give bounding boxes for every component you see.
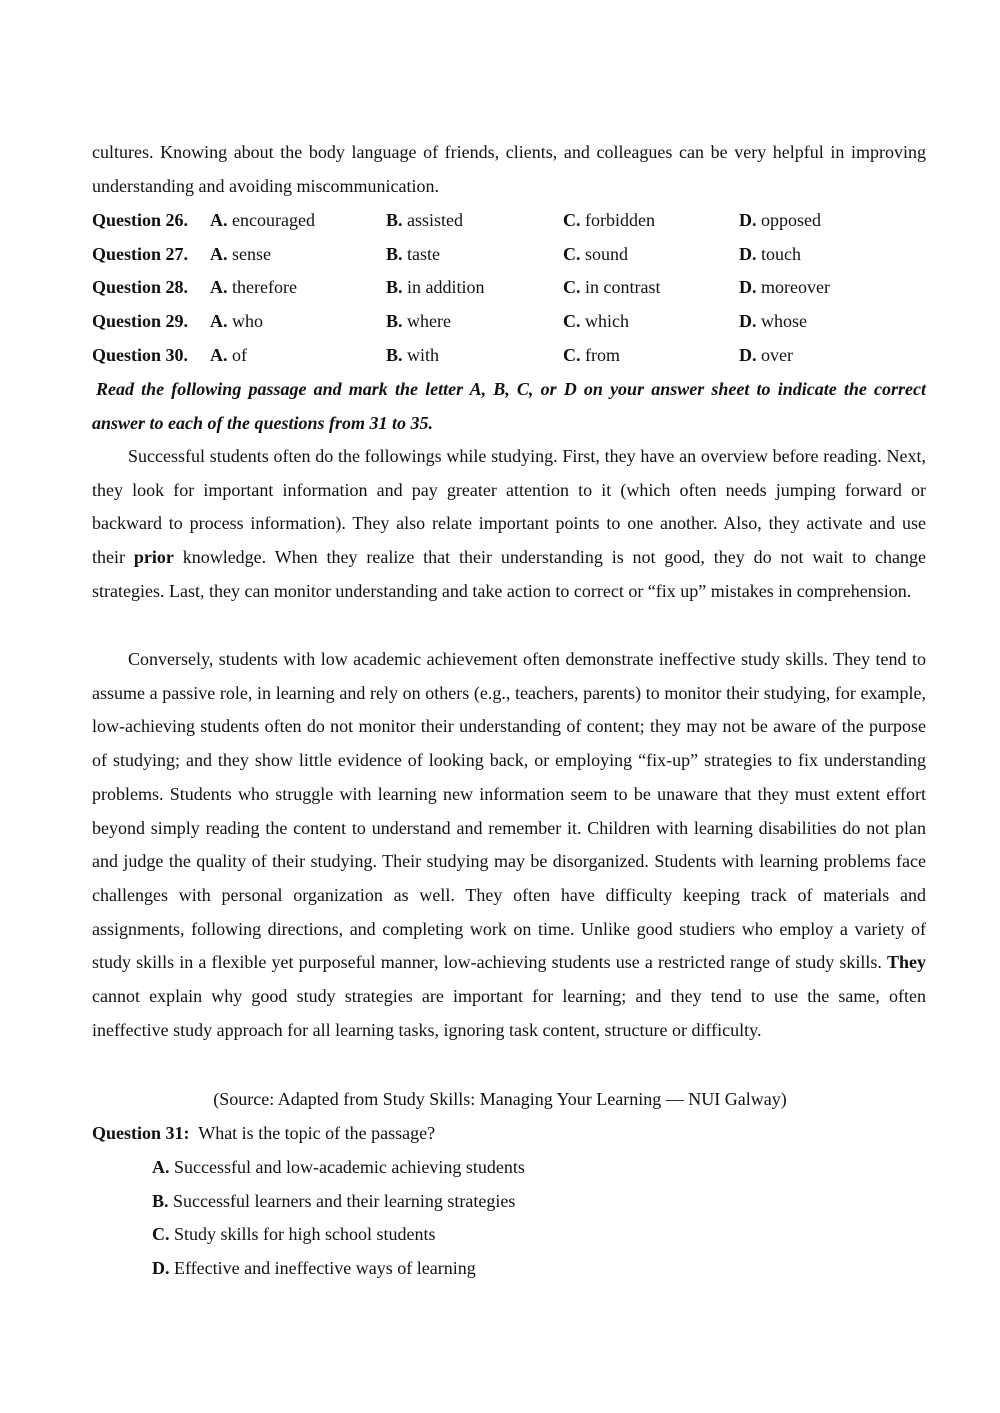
question-28-label: Question 28. (92, 277, 189, 297)
question-30-option-d[interactable]: D. over (739, 345, 793, 365)
question-27-option-b[interactable]: B. taste (386, 244, 441, 264)
question-30-row (92, 338, 926, 372)
question-26-option-d[interactable]: D. opposed (739, 210, 821, 230)
question-29-label: Question 29. (92, 311, 189, 331)
question-28-option-c[interactable]: C. in contrast (563, 277, 661, 297)
question-30-label: Question 30. (92, 345, 189, 365)
question-26-row (92, 203, 926, 237)
question-26-option-c[interactable]: C. forbidden (563, 210, 655, 230)
question-31-label: Question 31: (92, 1123, 190, 1143)
question-29-row (92, 304, 926, 338)
intro-paragraph (92, 136, 926, 203)
question-29-option-a[interactable]: A. who (210, 311, 263, 331)
question-29-option-b[interactable]: B. where (386, 311, 451, 331)
question-28-option-d[interactable]: D. moreover (739, 277, 830, 297)
question-27-row (92, 237, 926, 271)
passage-p1-bold-word: prior (133, 547, 174, 568)
passage-p1-start: Successful students often do the followings while studying. First, they have an overview before reading. Next, they look for important information and pay greater attention to it (which often needs jumping forward or backward to process information). They also relate important points to one another. Also, they activate and use their (92, 446, 926, 568)
question-31-answer-b[interactable]: B. Successful learners and their learning strategies (152, 1191, 516, 1211)
question-28-row (92, 270, 926, 304)
intro-text: cultures. Knowing about the body language of friends, clients, and colleagues can be very helpful in improving understanding and avoiding miscommunication. (92, 142, 926, 196)
passage-p1-end: knowledge. When they realize that their understanding is not good, they do not wait to change strategies. Last, they can monitor understanding and take action to correct or “fix up” mistakes in comprehension. (92, 547, 926, 601)
question-31-answer-c[interactable]: C. Study skills for high school students (152, 1224, 436, 1244)
question-30-option-a[interactable]: A. of (210, 345, 247, 365)
passage-p2-bold-word: They (886, 952, 926, 973)
passage-paragraph-1 (92, 440, 926, 609)
question-30-option-b[interactable]: B. with (386, 345, 440, 365)
question-27-option-d[interactable]: D. touch (739, 244, 801, 264)
question-30-option-c[interactable]: C. from (563, 345, 620, 365)
passage-p2-start: Conversely, students with low academic achievement often demonstrate ineffective study skills. They tend to assume a passive role, in learning and rely on others (e.g., teachers, parents) to monitor their studying, for example, low-achieving students often do not monitor their understanding of content; they may not be aware of the purpose of studying; and they show little evidence of looking back, or employing “fix-up” strategies to fix understanding problems. Students who struggle with learning new information seem to be unaware that they must extent effort beyond simply reading the content to understand and remember it. Children with learning disabilities do not plan and judge the quality of their studying. Their studying may be disorganized. Students with learning problems face challenges with personal organization as well. They often have difficulty keeping track of materials and assignments, following directions, and completing work on time. Unlike good studiers who employ a variety of study skills in a flexible yet purposeful manner, low-achieving students use a restricted range of study skills. (92, 649, 926, 973)
question-31-text: What is the topic of the passage? (198, 1123, 436, 1143)
question-28-option-b[interactable]: B. in addition (386, 277, 485, 297)
question-26-label: Question 26. (92, 210, 189, 230)
question-26-option-b[interactable]: B. assisted (386, 210, 464, 230)
question-29-option-c[interactable]: C. which (563, 311, 629, 331)
passage-paragraph-2 (92, 643, 926, 1047)
question-27-label: Question 27. (92, 244, 189, 264)
question-31-answer-a[interactable]: A. Successful and low-academic achieving students (152, 1157, 525, 1177)
question-31-answer-d[interactable]: D. Effective and ineffective ways of learning (152, 1258, 476, 1278)
passage-p2-end: cannot explain why good study strategies are important for learning; and they tend to use the same, often ineffective study approach for all learning tasks, ignoring task content, structure or difficulty. (92, 986, 926, 1040)
question-31-stem (92, 1116, 435, 1150)
question-29-option-d[interactable]: D. whose (739, 311, 807, 331)
reading-instruction: Read the following passage and mark the letter A, B, C, or D on your answer sheet to indicate the correct answer to each of the questions from 31 to 35. (92, 379, 926, 433)
question-26-option-a[interactable]: A. encouraged (210, 210, 315, 230)
passage-source: (Source: Adapted from Study Skills: Managing Your Learning — NUI Galway) (213, 1089, 787, 1109)
question-28-option-a[interactable]: A. therefore (210, 277, 297, 297)
question-27-option-a[interactable]: A. sense (210, 244, 271, 264)
question-27-option-c[interactable]: C. sound (563, 244, 629, 264)
